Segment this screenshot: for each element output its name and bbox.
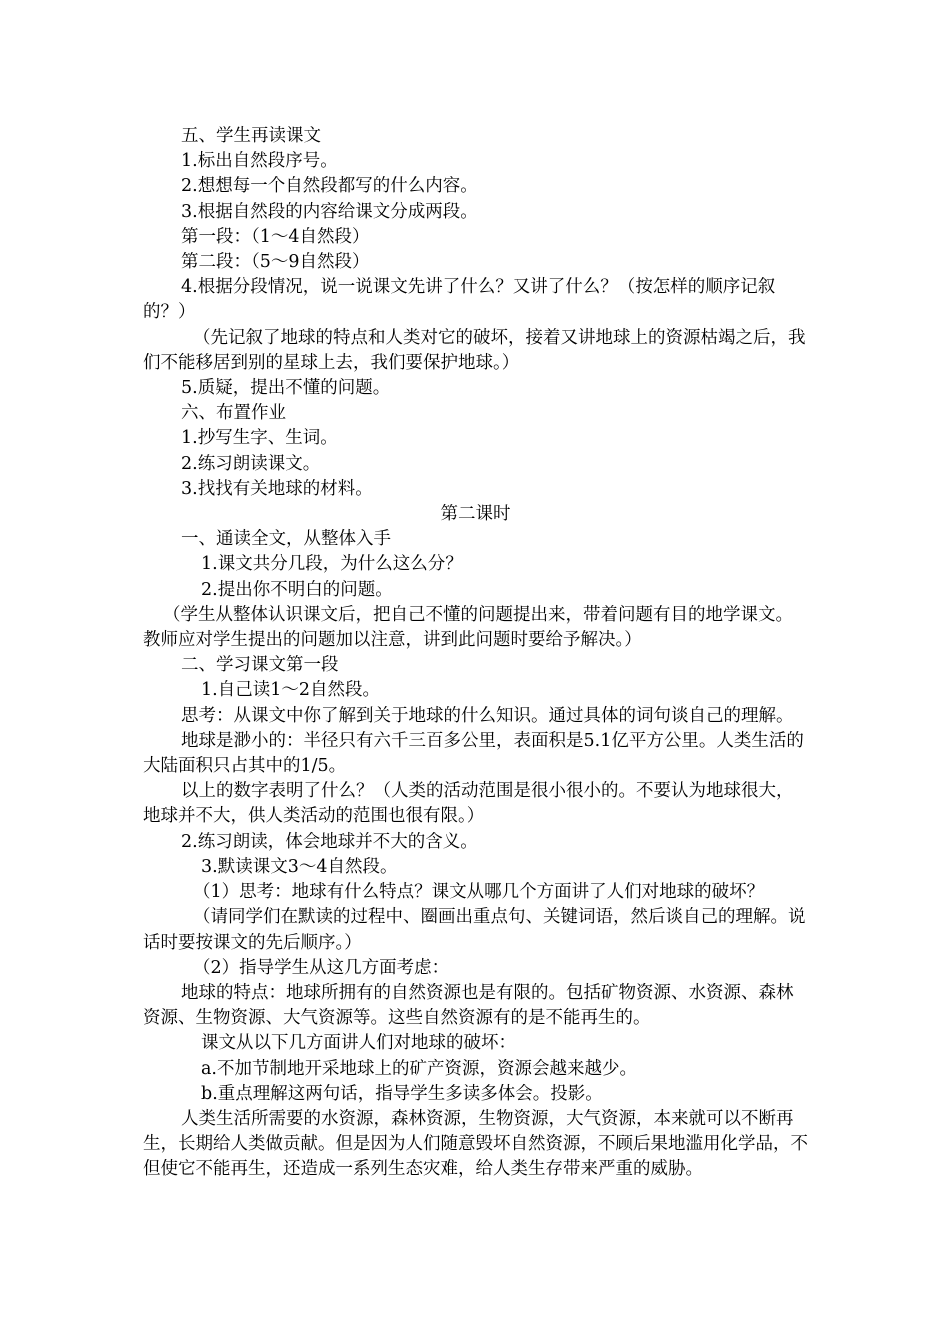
list-item: 1.标出自然段序号。 <box>181 151 338 172</box>
list-item: 1.抄写生字、生词。 <box>181 428 338 449</box>
paragraph: （1）思考：地球有什么特点？课文从哪几个方面讲了人们对地球的破坏？ <box>193 882 765 903</box>
lesson-title: 第二课时 <box>440 504 511 525</box>
document-body <box>143 124 808 1183</box>
list-item: 5.质疑，提出不懂的问题。 <box>181 378 391 399</box>
paragraph: 思考：从课文中你了解到关于地球的什么知识。通过具体的词句谈自己的理解。 <box>181 705 794 726</box>
list-item: 2.提出你不明白的问题。 <box>201 579 393 600</box>
list-item: 第一段：（1～4自然段） <box>181 226 370 247</box>
paragraph: （请同学们在默读的过程中、圈画出重点句、关键词语，然后谈自己的理解。说话时要按课文的先后顺序。） <box>143 907 806 953</box>
list-item: （2）指导学生从这几方面考虑： <box>193 957 450 978</box>
list-item: 1.自己读1～2自然段。 <box>201 680 380 701</box>
heading-section-6: 六、布置作业 <box>181 403 286 424</box>
heading-section-2: 二、学习课文第一段 <box>181 655 339 676</box>
list-item: 2.练习朗读，体会地球并不大的含义。 <box>181 831 478 852</box>
paragraph: 人类生活所需要的水资源，森林资源，生物资源，大气资源，本来就可以不断再生，长期给人类做贡献。但是因为人们随意毁坏自然资源，不顾后果地滥用化学品，不但使它不能再生，还造成一系列生态灾难，给人类生存带来严重的威胁。 <box>143 1108 808 1180</box>
list-item: 1.课文共分几段，为什么这么分？ <box>201 554 463 575</box>
paragraph: 地球的特点：地球所拥有的自然资源也是有限的。包括矿物资源、水资源、森林资源、生物资源、大气资源等。这些自然资源有的是不能再生的。 <box>143 982 794 1029</box>
paragraph: 以上的数字表明了什么？（人类的活动范围是很小很小的。不要认为地球很大，地球并不大，供人类活动的范围也很有限。） <box>143 781 794 827</box>
list-item: a.不加节制地开采地球上的矿产资源，资源会越来越少。 <box>201 1058 637 1079</box>
list-item: 3.找找有关地球的材料。 <box>181 478 373 499</box>
paragraph: 4.根据分段情况，说一说课文先讲了什么？又讲了什么？（按怎样的顺序记叙的？） <box>143 277 776 323</box>
list-item: 2.想想每一个自然段都写的什么内容。 <box>181 176 478 197</box>
list-item: 第二段：（5～9自然段） <box>181 252 370 273</box>
list-item: 2.练习朗读课文。 <box>181 453 321 474</box>
paragraph: （先记叙了地球的特点和人类对它的破坏，接着又讲地球上的资源枯竭之后，我们不能移居到别的星球上去，我们要保护地球。） <box>143 327 806 373</box>
heading-section-1: 一、通读全文，从整体入手 <box>181 529 391 550</box>
list-item: b.重点理解这两句话，指导学生多读多体会。投影。 <box>201 1083 603 1104</box>
heading-section-5: 五、学生再读课文 <box>181 126 321 146</box>
paragraph: （学生从整体认识课文后，把自己不懂的问题提出来，带着问题有目的地学课文。教师应对学生提出的问题加以注意，讲到此问题时要给予解决。） <box>143 604 793 651</box>
list-item: 3.根据自然段的内容给课文分成两段。 <box>181 201 478 222</box>
paragraph: 地球是渺小的：半径只有六千三百多公里，表面积是5.1亿平方公里。人类生活的大陆面积只占其中的1/5。 <box>143 730 804 777</box>
list-item: 3.默读课文3～4自然段。 <box>201 856 398 877</box>
paragraph: 课文从以下几方面讲人们对地球的破坏： <box>201 1033 516 1054</box>
